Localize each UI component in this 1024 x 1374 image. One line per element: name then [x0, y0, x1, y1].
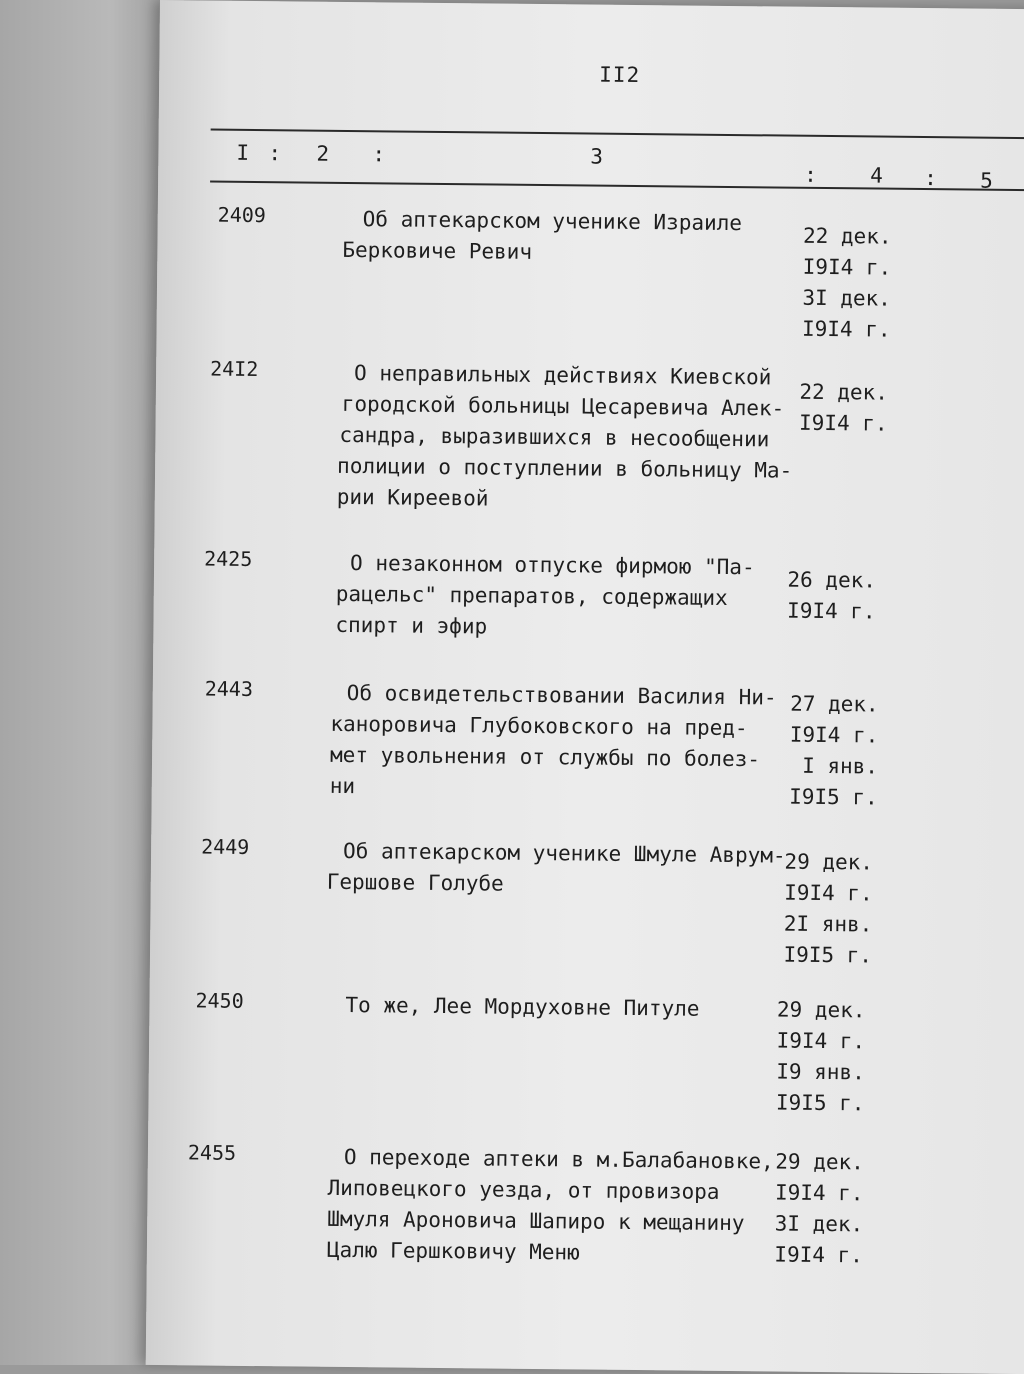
table-row	[151, 834, 1024, 968]
table-row	[148, 1140, 1024, 1268]
date-line: I9I4 г.	[786, 598, 876, 624]
date-line: I9I4 г.	[784, 880, 873, 906]
date-line: 26 дек.	[787, 567, 877, 593]
description-line: Липовецкого уезда, от провизора	[327, 1175, 720, 1204]
description-line: О неправильных действиях Киевской	[353, 361, 772, 390]
date-line: I9 янв.	[776, 1059, 865, 1085]
table-row	[156, 356, 1024, 511]
header-sep: :	[372, 142, 386, 167]
date-line: I9I4 г.	[776, 1028, 866, 1054]
header-rule-bottom	[210, 181, 1024, 192]
description-line: Об аптекарском ученике Шмуле Аврум-	[342, 838, 786, 868]
table-row	[153, 676, 1024, 810]
case-dates	[772, 994, 865, 1119]
date-line: 29 дек.	[784, 849, 874, 875]
document-page	[146, 0, 1024, 1374]
table-row	[150, 988, 1024, 1116]
date-line: I9I4 г.	[789, 722, 879, 748]
description-line: Берковиче Ревич	[342, 237, 533, 264]
date-line: 22 дек.	[802, 223, 892, 249]
description-line: спирт и эфир	[335, 612, 488, 639]
case-description	[342, 204, 803, 271]
header-col-1: I	[236, 140, 250, 165]
case-number: 2455	[187, 1140, 237, 1165]
date-line: I9I4 г.	[798, 410, 888, 436]
case-number: 2409	[217, 202, 267, 228]
case-dates	[786, 689, 879, 814]
date-line: 29 дек.	[776, 997, 866, 1023]
header-sep: :	[268, 141, 282, 166]
case-dates	[771, 1146, 864, 1271]
description-line: Шмуля Ароновича Шапиро к мещанину	[327, 1206, 745, 1236]
case-number: 2425	[204, 546, 253, 571]
description-line: рацельс" препаратов, содержащих	[335, 581, 728, 610]
date-line: I9I4 г.	[801, 316, 891, 342]
description-line: мет увольнения от службы по болез-	[329, 742, 761, 772]
description-line: Гершове Голубе	[326, 869, 504, 896]
description-line: О переходе аптеки в м.Балабановке,	[343, 1144, 774, 1174]
case-description	[329, 678, 787, 807]
case-number: 2450	[195, 988, 244, 1013]
description-line: рии Киреевой	[336, 484, 489, 511]
case-description	[326, 1142, 784, 1271]
date-line: 27 дек.	[790, 691, 879, 717]
description-line: городской больницы Цесаревича Алек-	[341, 391, 785, 421]
date-line: 22 дек.	[799, 379, 889, 405]
date-line: 3I дек.	[802, 285, 892, 311]
date-line: 3I дек.	[774, 1211, 864, 1237]
date-line: 2I янв.	[783, 911, 873, 937]
description-line: каноровича Глубоковского на пред-	[330, 711, 748, 741]
case-dates	[783, 565, 876, 628]
date-line: I9I4 г.	[802, 254, 892, 280]
description-line: О незаконном отпуске фирмою "Па-	[349, 551, 755, 580]
header-sep: :	[924, 166, 937, 191]
description-line: Цалю Гершковичу Меню	[326, 1237, 580, 1265]
date-line: I янв.	[802, 753, 879, 779]
description-line: сандра, выразившихся в несообщении	[339, 422, 770, 452]
date-line: I9I5 г.	[783, 942, 873, 968]
date-line: I9I4 г.	[774, 1242, 864, 1268]
date-line: I9I5 г.	[775, 1090, 865, 1116]
header-col-2: 2	[316, 141, 330, 166]
header-col-5: 5	[980, 168, 993, 193]
date-line: I9I5 г.	[789, 784, 878, 810]
description-line: Об освидетельствовании Василия Ни-	[346, 680, 777, 710]
case-dates	[795, 377, 888, 440]
case-dates	[798, 221, 891, 346]
case-number: 2449	[201, 834, 250, 859]
page-number: II2	[599, 62, 641, 88]
case-description	[345, 990, 785, 1026]
header-sep: :	[804, 162, 817, 187]
case-dates	[780, 847, 873, 972]
case-description	[335, 548, 790, 646]
header-rule-top	[211, 129, 1024, 140]
table-row	[158, 202, 1024, 342]
description-line: полиции о поступлении в больницу Ма-	[337, 453, 793, 483]
date-line: I9I4 г.	[774, 1180, 864, 1206]
date-line: 29 дек.	[775, 1149, 864, 1175]
description-line: То же, Лее Мордуховне Питуле	[345, 992, 700, 1021]
case-number: 24I2	[210, 356, 259, 382]
header-col-4: 4	[870, 163, 883, 188]
description-line: Об аптекарском ученике Израиле	[362, 207, 743, 236]
case-description	[326, 836, 786, 903]
case-number: 2443	[204, 676, 254, 702]
table-row	[154, 546, 1024, 639]
case-description	[336, 358, 795, 518]
header-col-3: 3	[590, 144, 604, 169]
description-line: ни	[329, 773, 356, 799]
